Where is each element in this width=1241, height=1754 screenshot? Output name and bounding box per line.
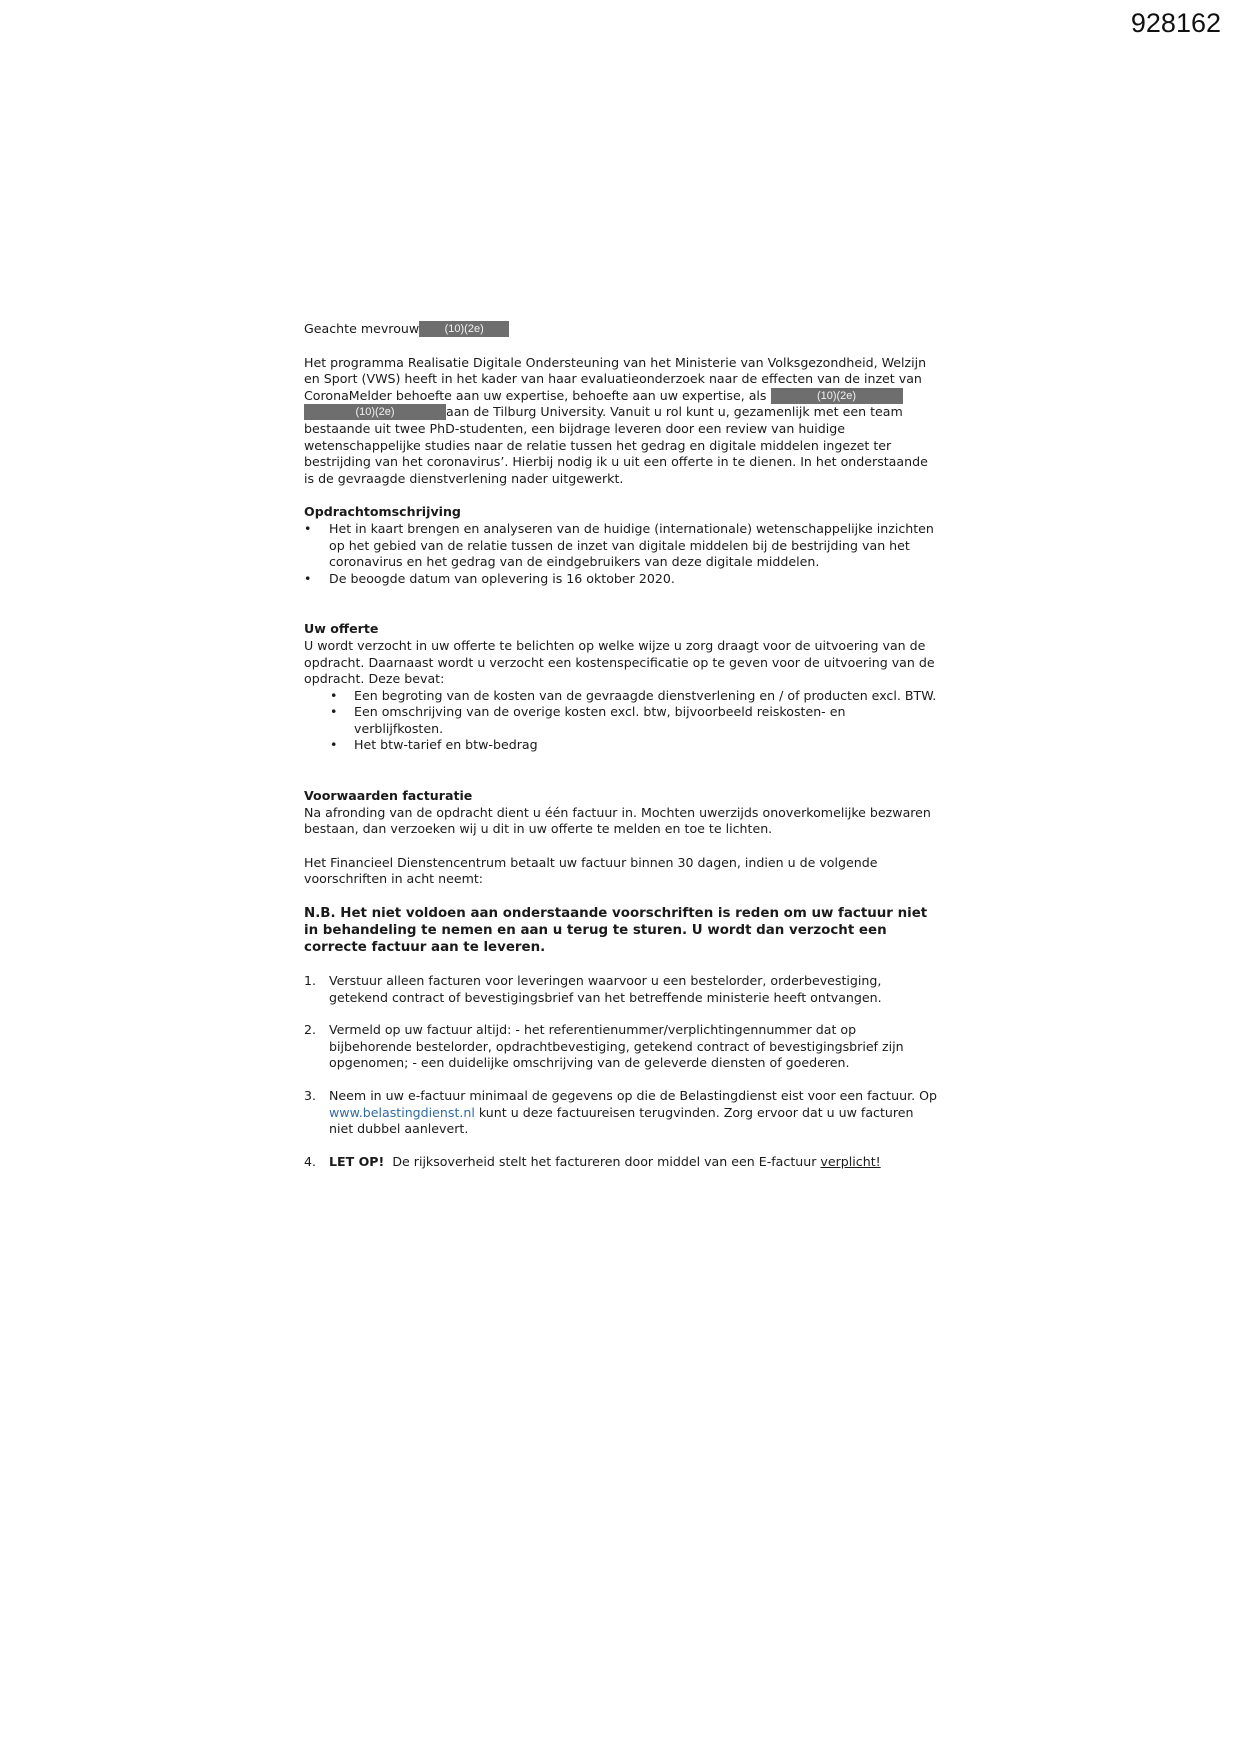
- document-number: 928162: [1130, 8, 1221, 38]
- list-item: [304, 973, 938, 1006]
- letter-body: [304, 321, 938, 1186]
- step-text: Verstuur alleen facturen voor leveringen waarvoor u een bestelorder, orderbevestiging, getekend contract of bevestigingsbrief van het betreffende ministerie heeft ontvangen.: [329, 973, 882, 1005]
- list-item: [304, 1088, 938, 1138]
- step-number: 1.: [304, 973, 317, 989]
- opdracht-list: [304, 521, 938, 587]
- offerte-list: [304, 688, 938, 754]
- redaction-block: (10)(2e): [771, 388, 903, 404]
- section-heading-offerte: Uw offerte: [304, 621, 379, 637]
- step-text: De rijksoverheid stelt het factureren door middel van een E-factuur: [392, 1153, 817, 1169]
- step-number: 2.: [304, 1022, 317, 1038]
- greeting: [304, 321, 938, 338]
- nb-notice: N.B. Het niet voldoen aan onderstaande voorschriften is reden om uw factuur niet in behandeling te nemen en aan u terug te sturen. U wordt dan verzocht een correcte factuur aan te leveren.: [304, 906, 928, 956]
- list-item: • De beoogde datum van oplevering is 16 oktober 2020.: [304, 571, 938, 588]
- greeting-text: Geachte mevrouw: [304, 321, 420, 336]
- list-item: [304, 1154, 938, 1171]
- intro-text-1: Het programma Realisatie Digitale Ondersteuning van het Ministerie van Volksgezondheid, Welzijn en Sport (VWS) heeft in het kader van haar evaluatieonderzoek naar de effecten van de inzet van CoronaMelder behoefte aan uw expertise, behoefte aan uw expertise, als: [304, 354, 927, 403]
- redaction-block: (10)(2e): [304, 404, 446, 420]
- let-op-label: LET OP!: [329, 1153, 385, 1169]
- verplicht-text: verplicht!: [820, 1153, 881, 1169]
- list-item: • Een begroting van de kosten van de gevraagde dienstverlening en / of producten excl. BTW.: [304, 688, 938, 705]
- section-heading-opdracht: Opdrachtomschrijving: [304, 504, 461, 520]
- step-number: 3.: [304, 1088, 317, 1103]
- intro-paragraph: [304, 355, 938, 488]
- step-text: kunt u deze factuureisen terugvinden. Zorg ervoor dat u uw facturen niet dubbel aanlevert.: [329, 1104, 914, 1137]
- facturatie-paragraph-2: Het Financieel Dienstencentrum betaalt uw factuur binnen 30 dagen, indien u de volgende voorschriften in acht neemt:: [304, 854, 878, 887]
- intro-text-2: aan de Tilburg University. Vanuit u rol kunt u, gezamenlijk met een team bestaande uit twee PhD-studenten, een bijdrage leveren door een review van huidige wetenschappelijke studies naar de relatie tussen het gedrag en digitale middelen ingezet ter bestrijding van het coronavirus’. Hierbij nodig ik u uit een offerte in te dienen. In het onderstaande is de gevraagde dienstverlening nader uitgewerkt.: [304, 404, 928, 486]
- list-item: [304, 1022, 938, 1072]
- step-text: Vermeld op uw factuur altijd: - het referentienummer/verplichtingennummer dat op bijbehorende bestelorder, opdrachtbevestiging, getekend contract of bevestigingsbrief zijn opgenomen; - een duidelijke omschrijving van de geleverde diensten of goederen.: [329, 1022, 904, 1071]
- list-item: • Een omschrijving van de overige kosten excl. btw, bijvoorbeeld reiskosten- en verblijfkosten.: [304, 704, 938, 737]
- list-item: • Het in kaart brengen en analyseren van de huidige (internationale) wetenschappelijke inzichten op het gebied van de relatie tussen de inzet van digitale middelen bij de bestrijding van het coronavirus en het gedrag van de eindgebruikers van deze digitale middelen.: [304, 521, 938, 571]
- facturatie-paragraph-1: Na afronding van de opdracht dient u één factuur in. Mochten uwerzijds onoverkomelijke bezwaren bestaan, dan verzoeken wij u dit in uw offerte te melden en toe te lichten.: [304, 804, 931, 837]
- offerte-paragraph: U wordt verzocht in uw offerte te belichten op welke wijze u zorg draagt voor de uitvoering van de opdracht. Daarnaast wordt u verzocht een kostenspecificatie op te geven voor de uitvoering van de opdracht. Deze bevat:: [304, 637, 935, 687]
- invoice-steps: [304, 973, 938, 1170]
- belastingdienst-link[interactable]: www.belastingdienst.nl: [329, 1104, 475, 1120]
- step-text: Neem in uw e-factuur minimaal de gegevens op die de Belastingdienst eist voor een factuur. Op: [329, 1088, 938, 1103]
- section-heading-facturatie: Voorwaarden facturatie: [304, 788, 473, 804]
- list-item: • Het btw-tarief en btw-bedrag: [304, 737, 938, 754]
- step-number: 4.: [304, 1153, 317, 1169]
- redaction-block: (10)(2e): [419, 321, 509, 337]
